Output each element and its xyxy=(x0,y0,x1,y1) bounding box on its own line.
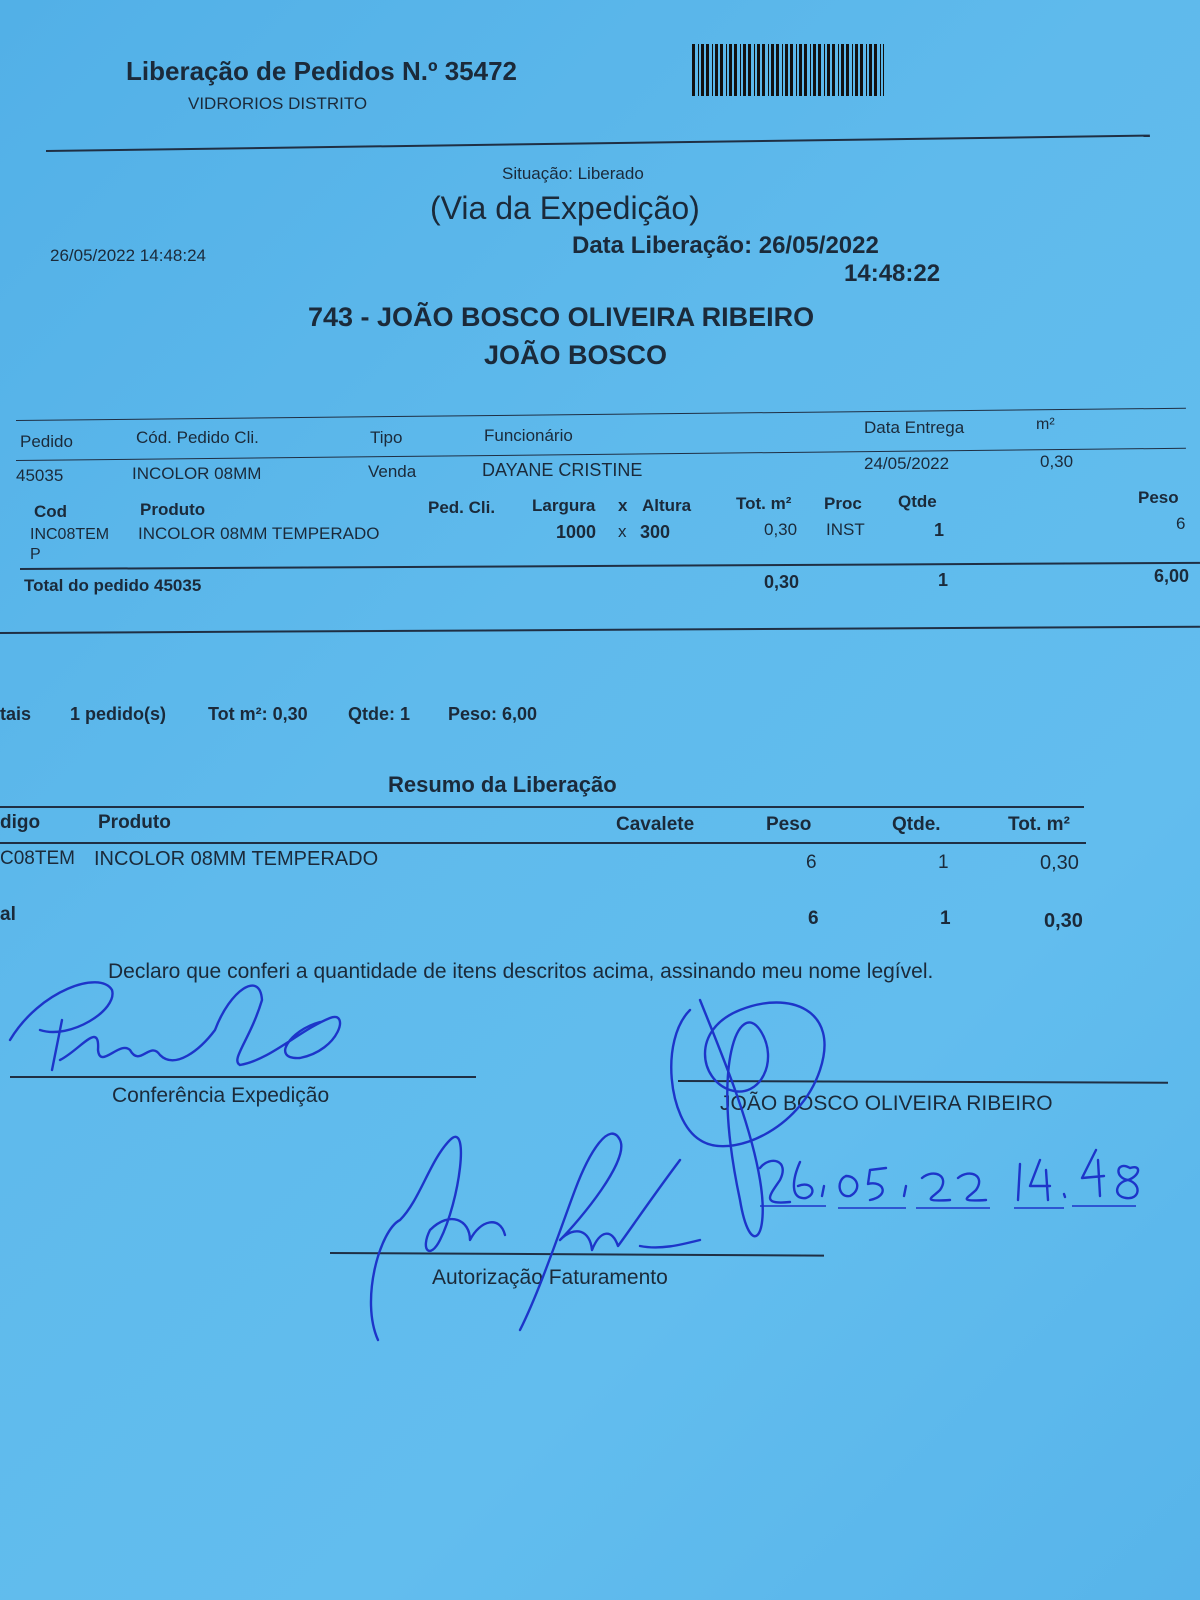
handwritten-date-stroke xyxy=(760,1150,1138,1203)
order-header-funcionario: Funcionário xyxy=(484,426,573,445)
order-header-pedido: Pedido xyxy=(20,432,73,451)
items-header-x: x xyxy=(618,496,628,515)
order-cod-cli: INCOLOR 08MM xyxy=(132,464,262,483)
item-cod-wrap: P xyxy=(30,546,41,563)
expedicao-label: Conferência Expedição xyxy=(112,1084,330,1107)
company-name: VIDRORIOS DISTRITO xyxy=(188,94,368,113)
summary-total-m2: 0,30 xyxy=(1044,910,1083,932)
items-header-altura: Altura xyxy=(642,496,692,515)
item-largura: 1000 xyxy=(556,522,597,542)
summary-header-qtde: Qtde. xyxy=(892,814,941,835)
summary-tot-m2: 0,30 xyxy=(1040,852,1079,874)
client-line: 743 - JOÃO BOSCO OLIVEIRA RIBEIRO xyxy=(308,302,815,332)
summary-header-produto: Produto xyxy=(98,812,171,833)
client-name-label: JOÃO BOSCO OLIVEIRA RIBEIRO xyxy=(720,1092,1053,1115)
order-header-tipo: Tipo xyxy=(370,428,403,447)
item-x: x xyxy=(618,522,627,541)
summary-header-cavalete: Cavalete xyxy=(616,814,695,835)
order-pedido: 45035 xyxy=(16,466,64,485)
summary-header-peso: Peso xyxy=(766,814,812,835)
items-header-peso: Peso xyxy=(1138,488,1179,507)
print-datetime: 26/05/2022 14:48:24 xyxy=(50,246,206,265)
summary-header-codigo: digo xyxy=(0,812,41,833)
summary-header-tot-m2: Tot. m² xyxy=(1008,814,1070,835)
totals-m2: Tot m²: 0,30 xyxy=(208,704,308,724)
item-peso: 6 xyxy=(1176,514,1186,533)
situation-label: Situação: Liberado xyxy=(502,164,644,183)
order-total-m2: 0,30 xyxy=(764,572,800,592)
totals-label: tais xyxy=(0,704,32,724)
faturamento-signature-stroke xyxy=(371,1134,700,1340)
totals-qtde: Qtde: 1 xyxy=(348,704,411,724)
order-m2: 0,30 xyxy=(1040,452,1074,471)
summary-qtde: 1 xyxy=(938,852,949,873)
summary-peso: 6 xyxy=(806,852,817,873)
summary-codigo: C08TEM xyxy=(0,848,75,869)
summary-total-peso: 6 xyxy=(808,908,819,929)
order-data-entrega: 24/05/2022 xyxy=(864,454,950,473)
document-title: Liberação de Pedidos N.º 35472 xyxy=(126,56,517,86)
order-header-data-entrega: Data Entrega xyxy=(864,418,965,437)
summary-total-qtde: 1 xyxy=(940,908,951,929)
copy-label: (Via da Expedição) xyxy=(430,190,700,226)
order-header-m2: m² xyxy=(1036,416,1055,433)
item-altura: 300 xyxy=(640,522,671,542)
item-produto: INCOLOR 08MM TEMPERADO xyxy=(138,524,380,543)
summary-title: Resumo da Liberação xyxy=(388,772,617,797)
client-short: JOÃO BOSCO xyxy=(484,340,668,370)
item-qtde: 1 xyxy=(934,520,945,540)
order-header-cod: Cód. Pedido Cli. xyxy=(136,428,259,447)
items-header-produto: Produto xyxy=(140,500,206,519)
order-total-peso: 6,00 xyxy=(1154,566,1190,586)
items-header-cod: Cod xyxy=(34,502,68,521)
item-tot-m2: 0,30 xyxy=(764,520,798,539)
items-header-ped-cli: Ped. Cli. xyxy=(428,498,496,517)
items-header-tot-m2: Tot. m² xyxy=(736,494,792,513)
items-header-largura: Largura xyxy=(532,496,596,515)
summary-produto: INCOLOR 08MM TEMPERADO xyxy=(94,848,379,870)
release-date: Data Liberação: 26/05/2022 xyxy=(572,232,879,259)
declaration-text: Declaro que conferi a quantidade de itens descritos acima, assinando meu nome legível. xyxy=(108,960,934,983)
order-total-label: Total do pedido 45035 xyxy=(24,576,202,595)
order-tipo: Venda xyxy=(368,462,417,481)
release-time: 14:48:22 xyxy=(844,260,941,287)
order-funcionario: DAYANE CRISTINE xyxy=(482,460,643,480)
totals-peso: Peso: 6,00 xyxy=(448,704,538,724)
item-proc: INST xyxy=(826,520,865,539)
totals-pedidos: 1 pedido(s) xyxy=(70,704,167,724)
items-header-qtde: Qtde xyxy=(898,492,937,511)
item-cod: INC08TEM xyxy=(30,526,110,543)
paulo-signature-stroke xyxy=(10,982,340,1070)
client-signature-stroke xyxy=(671,1000,824,1236)
order-total-qtde: 1 xyxy=(938,570,949,590)
summary-total-label: al xyxy=(0,904,16,925)
faturamento-label: Autorização Faturamento xyxy=(432,1266,668,1289)
items-header-proc: Proc xyxy=(824,494,862,513)
